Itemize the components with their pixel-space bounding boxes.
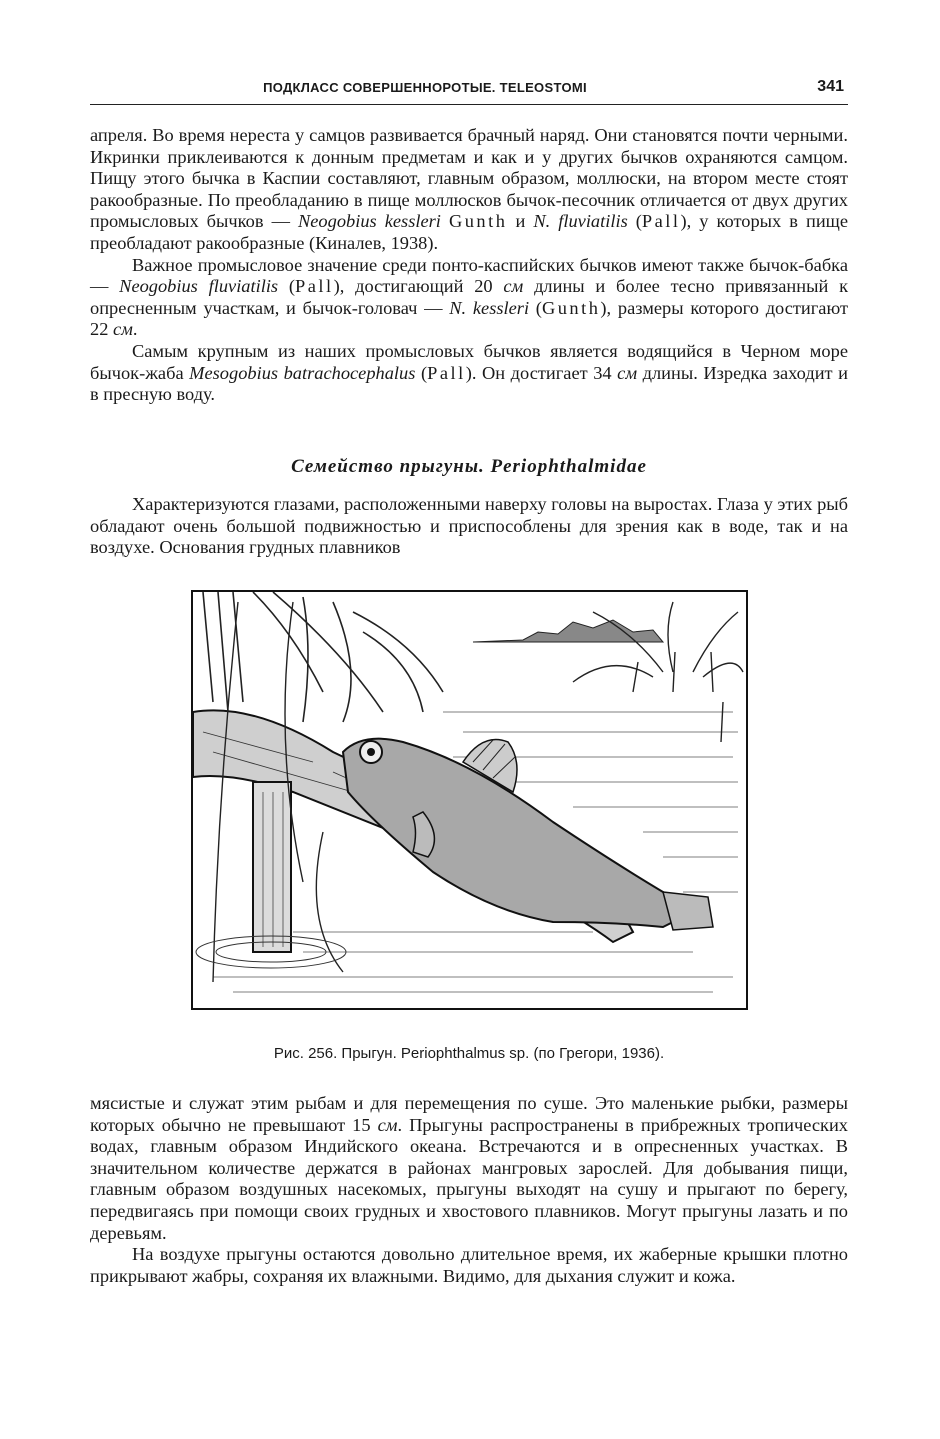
figure-mudskipper-illustration bbox=[191, 590, 748, 1010]
paragraph-2: Важное промысловое значение среди понто-каспийских бычков имеют также бычок-бабка — Neogobius fluviatilis (Pall), достигающий 20 см длины и более тесно привязанный к опресненным участкам, и бычок-головач — N. kessleri (Gunth), размеры которого достигают 22 см. bbox=[90, 254, 849, 340]
page-number: 341 bbox=[817, 78, 844, 95]
species-name: Mesogobius batrachocephalus bbox=[189, 362, 416, 383]
mudskipper-engraving bbox=[193, 592, 746, 1008]
body-text-bottom bbox=[90, 1093, 848, 1287]
author-name: Pall bbox=[641, 211, 681, 232]
author-name: Gunth bbox=[448, 211, 508, 232]
running-head bbox=[90, 80, 848, 105]
mudskipper-fish bbox=[343, 739, 713, 930]
unit-cm: см bbox=[113, 319, 133, 340]
paragraph-4: Характеризуются глазами, расположенными наверху головы на выростах. Глаза у этих рыб обладают очень большой подвижностью и приспособлены для зрения как в воде, так и на воздухе. Основания грудных плавников bbox=[90, 494, 848, 558]
figure-caption: Рис. 256. Прыгун. Periophthalmus sp. (по Грегори, 1936). bbox=[273, 1045, 665, 1062]
paragraph-6: На воздухе прыгуны остаются довольно длительное время, их жаберные крышки плотно прикрывают жабры, сохраняя их влажными. Видимо, для дыхания служит и кожа. bbox=[90, 1244, 848, 1286]
author-name: Gunth bbox=[541, 297, 601, 318]
species-name: N. fluviatilis bbox=[533, 211, 628, 232]
species-name: Neogobius fluviatilis bbox=[119, 276, 279, 297]
running-title: ПОДКЛАСС СОВЕРШЕННОРОТЫЕ. TELEOSTOMI bbox=[263, 80, 587, 95]
paragraph-5: мясистые и служат этим рыбам и для перемещения по суше. Это маленькие рыбки, размеры которых обычно не превышают 15 см. Прыгуны распространены в прибрежных тропических водах, главным образом Индийского океана. Встречаются и в опресненных участках. В значительном количестве держатся в районах мангровых зарослей. Для добывания пищи, главным образом воздушных насекомых, прыгуны выходят на сушу и прыгают по берегу, передвигаясь при помощи своих грудных и хвостового плавников. Могут прыгуны лазать и по деревьям. bbox=[90, 1093, 848, 1243]
body-text-mid bbox=[90, 494, 848, 559]
paragraph-3: Самым крупным из наших промысловых бычков является водящийся в Черном море бычок-жаба Mesogobius batrachocephalus (Pall). Он достигает 34 см длины. Изредка заходит и в пресную воду. bbox=[90, 340, 848, 405]
author-name: Pall bbox=[427, 362, 466, 383]
section-title: Семейство прыгуны. Periophthalmidae bbox=[291, 456, 647, 477]
unit-cm: см bbox=[617, 362, 638, 383]
unit-cm: см bbox=[377, 1114, 398, 1135]
author-name: Pall bbox=[295, 276, 334, 297]
body-text-top bbox=[90, 125, 848, 406]
species-name: Neogobius kessleri bbox=[298, 211, 441, 232]
unit-cm: см bbox=[503, 276, 524, 297]
species-name: N. kessleri bbox=[449, 297, 530, 318]
paragraph-1: апреля. Во время нереста у самцов развивается брачный наряд. Они становятся почти черными. Икринки приклеиваются к донным предметам и как и у других бычков охраняются самцом. Пищу этого бычка в Каспии составляют, главным образом, моллюски, на втором месте стоят ракообразные. По преобладанию в пище моллюсков бычок-песочник отличается от двух других промысловых бычков — Neogobius kessleri Gunth и N. fluviatilis (Pall), у которых в пище преобладают ракообразные (Киналев, 1938). bbox=[90, 125, 848, 253]
